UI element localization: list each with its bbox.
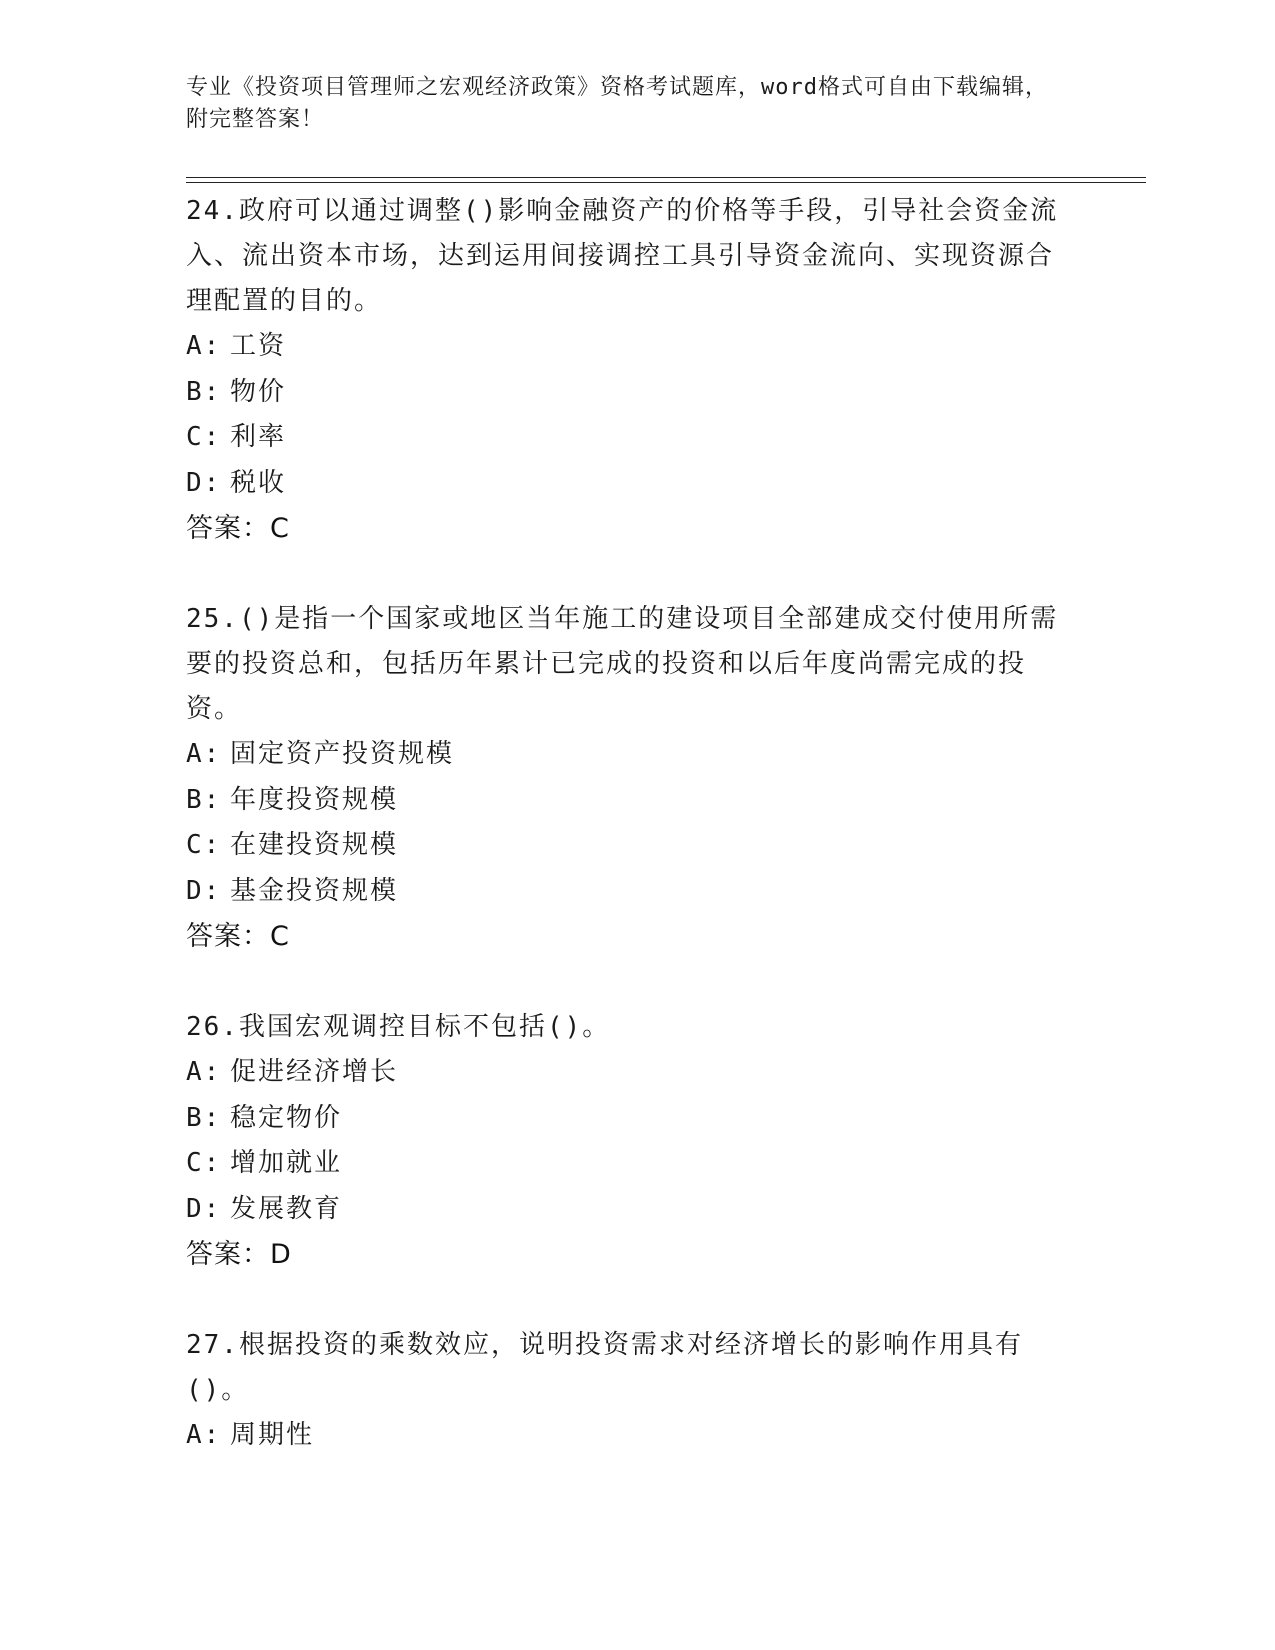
question-stem: 25.()是指一个国家或地区当年施工的建设项目全部建成交付使用所需要的投资总和，包括历年累计已完成的投资和以后年度尚需完成的投资。 <box>186 604 1059 724</box>
option-text: 工资 <box>230 331 287 361</box>
option-text: 年度投资规模 <box>230 784 399 815</box>
option-key: C: <box>186 830 222 860</box>
option-key: D: <box>186 467 222 498</box>
option-c <box>186 1141 1076 1187</box>
option-b <box>186 370 1076 416</box>
option-a <box>186 1413 1076 1459</box>
option-text: 物价 <box>230 376 287 407</box>
option-key: A: <box>186 1057 222 1087</box>
question-stem: 27.根据投资的乘数效应，说明投资需求对经济增长的影响作用具有()。 <box>186 1330 1023 1405</box>
header-divider-bottom <box>186 182 1146 183</box>
option-d <box>186 461 1076 507</box>
answer-line: 答案：C <box>186 513 290 544</box>
option-text: 税收 <box>230 467 287 498</box>
option-key: B: <box>186 376 222 407</box>
option-key: A: <box>186 1420 222 1450</box>
option-text: 发展教育 <box>230 1193 343 1224</box>
option-a <box>186 324 1076 370</box>
header-divider-top <box>186 177 1146 178</box>
answer-line: 答案：C <box>186 921 290 952</box>
option-a <box>186 1050 1076 1096</box>
option-key: A: <box>186 739 222 769</box>
option-text: 利率 <box>230 422 287 452</box>
option-text: 稳定物价 <box>230 1102 343 1133</box>
option-text: 增加就业 <box>230 1148 343 1178</box>
option-text: 在建投资规模 <box>230 830 399 860</box>
option-c <box>186 823 1076 869</box>
option-d <box>186 869 1076 915</box>
option-key: C: <box>186 422 222 452</box>
option-b <box>186 778 1076 824</box>
option-b <box>186 1096 1076 1142</box>
option-text: 促进经济增长 <box>230 1057 399 1087</box>
option-d <box>186 1187 1076 1233</box>
option-key: D: <box>186 1193 222 1224</box>
option-key: A: <box>186 331 222 361</box>
question-24 <box>186 189 1076 552</box>
answer-line: 答案：D <box>186 1239 292 1270</box>
question-26 <box>186 1005 1076 1278</box>
option-key: B: <box>186 784 222 815</box>
option-text: 固定资产投资规模 <box>230 739 455 769</box>
question-27 <box>186 1323 1076 1459</box>
question-25 <box>186 597 1076 960</box>
question-stem: 26.我国宏观调控目标不包括()。 <box>186 1012 611 1042</box>
question-stem: 24.政府可以通过调整()影响金融资产的价格等手段，引导社会资金流入、流出资本市场，达到运用间接调控工具引导资金流向、实现资源合理配置的目的。 <box>186 196 1059 316</box>
option-key: C: <box>186 1148 222 1178</box>
option-a <box>186 732 1076 778</box>
option-key: B: <box>186 1102 222 1133</box>
option-text: 基金投资规模 <box>230 875 399 906</box>
option-text: 周期性 <box>230 1420 315 1450</box>
option-c <box>186 415 1076 461</box>
document-header: 专业《投资项目管理师之宏观经济政策》资格考试题库，word格式可自由下载编辑，附完整答案！ <box>186 75 1048 132</box>
option-key: D: <box>186 875 222 906</box>
